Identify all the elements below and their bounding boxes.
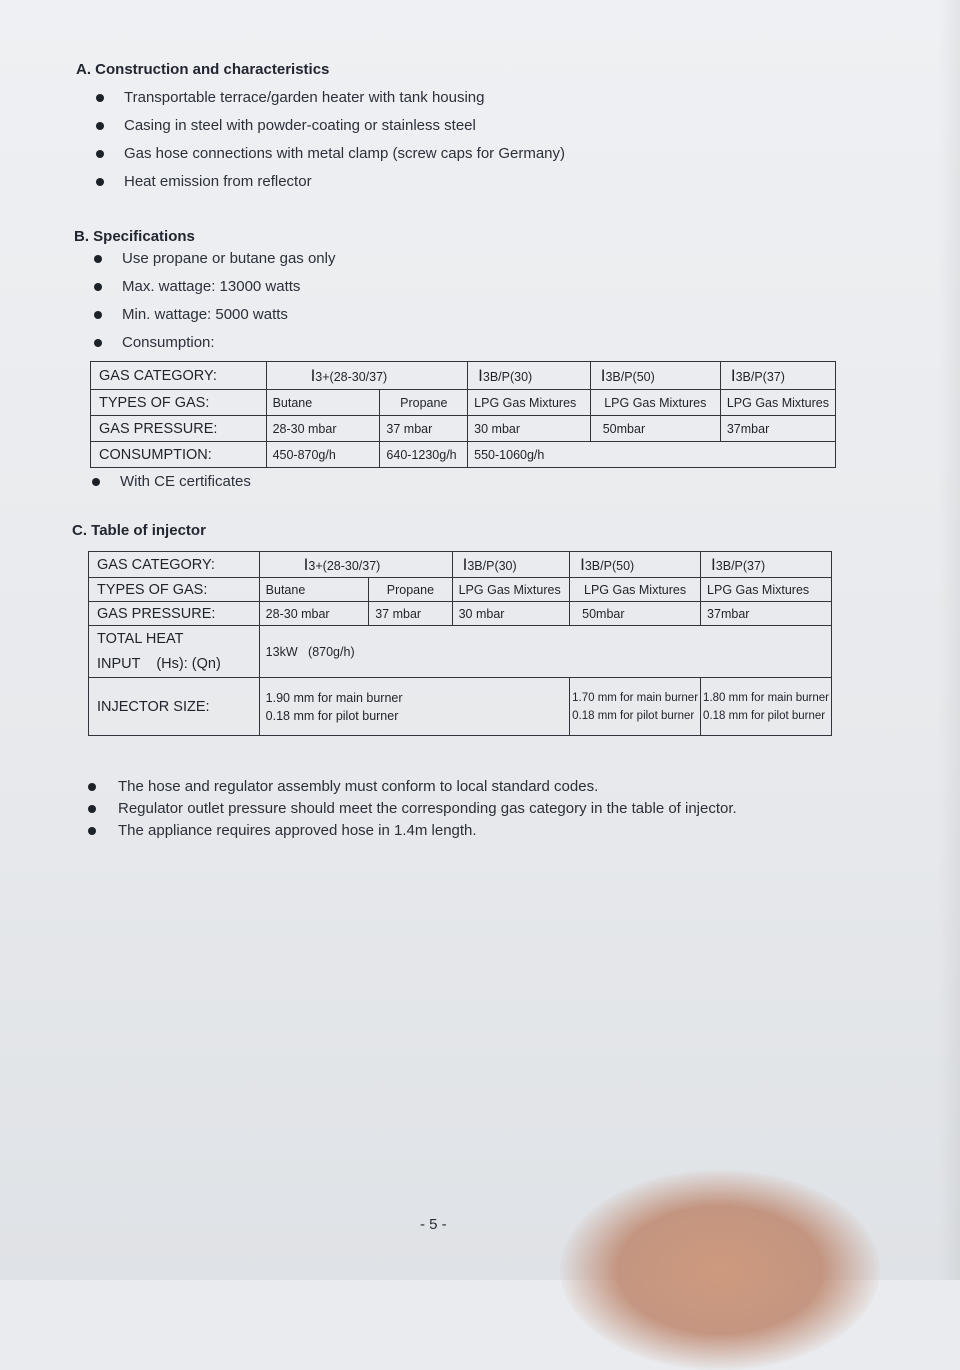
- section-c-heading: C. Table of injector: [72, 522, 206, 539]
- table-row: [89, 602, 832, 626]
- section-a-list: [94, 84, 565, 196]
- page-edge-shadow: [938, 0, 960, 1280]
- bullet-icon: [96, 94, 104, 102]
- list-item: [92, 273, 335, 301]
- table-cell: LPG Gas Mixtures: [720, 390, 835, 416]
- list-item: [92, 329, 335, 357]
- table-cell: 37 mbar: [369, 602, 452, 626]
- list-item: [94, 140, 565, 168]
- list-item-text: Min. wattage: 5000 watts: [122, 306, 288, 323]
- table-row: [89, 552, 832, 578]
- types-of-gas-label: TYPES OF GAS:: [91, 390, 267, 416]
- injector-size-label: INJECTOR SIZE:: [89, 678, 260, 736]
- total-heat-label: [89, 626, 260, 678]
- list-item-text: Max. wattage: 13000 watts: [122, 278, 301, 295]
- table-row: [89, 678, 832, 736]
- list-item: [94, 112, 565, 140]
- list-item-text: With CE certificates: [120, 473, 251, 490]
- list-item: [92, 301, 335, 329]
- ce-note-list: [90, 468, 251, 496]
- list-item-text: Transportable terrace/garden heater with tank housing: [124, 89, 485, 106]
- table-row: [91, 416, 836, 442]
- category-cell: I3B/P(50): [590, 362, 720, 390]
- bullet-icon: [88, 805, 96, 813]
- list-item: [94, 84, 565, 112]
- injector-cell: 1.70 mm for main burner 0.18 mm for pilot burner: [570, 678, 701, 736]
- page-number: - 5 -: [420, 1216, 447, 1233]
- section-b-heading: B. Specifications: [74, 228, 195, 245]
- list-item: [86, 776, 737, 798]
- injector-cell: 1.80 mm for main burner 0.18 mm for pilot burner: [701, 678, 832, 736]
- list-item-text: Use propane or butane gas only: [122, 250, 336, 267]
- heat-input-cell: 13kW (870g/h): [259, 626, 831, 678]
- gas-pressure-label: GAS PRESSURE:: [91, 416, 267, 442]
- injector-table: [88, 551, 832, 736]
- gas-category-label: GAS CATEGORY:: [89, 552, 260, 578]
- list-item: [92, 245, 335, 273]
- category-cell: I3B/P(30): [468, 362, 591, 390]
- bullet-icon: [88, 827, 96, 835]
- list-item-text: Gas hose connections with metal clamp (screw caps for Germany): [124, 145, 565, 162]
- list-item-text: Consumption:: [122, 334, 215, 351]
- list-item-text: The hose and regulator assembly must conform to local standard codes.: [118, 778, 599, 795]
- table-cell: 450-870g/h: [266, 442, 380, 468]
- table-row: [89, 578, 832, 602]
- table-cell: Propane: [369, 578, 452, 602]
- total-heat-text: TOTAL HEAT: [97, 630, 184, 647]
- table-cell: 37 mbar: [380, 416, 468, 442]
- section-a-heading: A. Construction and characteristics: [76, 61, 330, 78]
- bullet-icon: [96, 122, 104, 130]
- list-item-text: Casing in steel with powder-coating or stainless steel: [124, 117, 476, 134]
- table-cell: 550-1060g/h: [468, 442, 836, 468]
- list-item-text: The appliance requires approved hose in 1.4m length.: [118, 822, 477, 839]
- table-cell: 30 mbar: [452, 602, 570, 626]
- heat-input-text: INPUT (Hs): (Qn): [97, 655, 221, 672]
- table-cell: 30 mbar: [468, 416, 591, 442]
- table-cell: Butane: [266, 390, 380, 416]
- bullet-icon: [94, 255, 102, 263]
- table-cell: 28-30 mbar: [266, 416, 380, 442]
- injector-cell: 1.90 mm for main burner 0.18 mm for pilot burner: [259, 678, 569, 736]
- gas-pressure-label: GAS PRESSURE:: [89, 602, 260, 626]
- table-cell: 50mbar: [590, 416, 720, 442]
- list-item-text: Regulator outlet pressure should meet the corresponding gas category in the table of injector.: [118, 800, 737, 817]
- category-cell: I3B/P(37): [701, 552, 832, 578]
- bullet-icon: [92, 478, 100, 486]
- category-cell: I3B/P(37): [720, 362, 835, 390]
- table-cell: 28-30 mbar: [259, 602, 369, 626]
- list-item: [90, 468, 251, 496]
- list-item: [94, 168, 565, 196]
- bullet-icon: [94, 339, 102, 347]
- table-cell: LPG Gas Mixtures: [468, 390, 591, 416]
- bullet-icon: [94, 311, 102, 319]
- bullet-icon: [96, 178, 104, 186]
- table-row: [91, 390, 836, 416]
- table-cell: LPG Gas Mixtures: [701, 578, 832, 602]
- table-cell: Propane: [380, 390, 468, 416]
- table-row: [89, 626, 832, 678]
- table-cell: LPG Gas Mixtures: [590, 390, 720, 416]
- consumption-label: CONSUMPTION:: [91, 442, 267, 468]
- section-b-list: [92, 245, 335, 357]
- bullet-icon: [96, 150, 104, 158]
- category-cell: I3+(28-30/37): [259, 552, 452, 578]
- table-cell: 50mbar: [570, 602, 701, 626]
- category-cell: I3B/P(30): [452, 552, 570, 578]
- consumption-table: [90, 361, 836, 468]
- list-item-text: Heat emission from reflector: [124, 173, 312, 190]
- list-item: [86, 820, 737, 842]
- notes-list: [86, 776, 737, 842]
- table-row: [91, 362, 836, 390]
- table-cell: 37mbar: [701, 602, 832, 626]
- bullet-icon: [88, 783, 96, 791]
- list-item: [86, 798, 737, 820]
- table-cell: 37mbar: [720, 416, 835, 442]
- thumb-shadow: [560, 1170, 880, 1370]
- bullet-icon: [94, 283, 102, 291]
- category-cell: I3+(28-30/37): [266, 362, 468, 390]
- types-of-gas-label: TYPES OF GAS:: [89, 578, 260, 602]
- table-cell: Butane: [259, 578, 369, 602]
- table-cell: LPG Gas Mixtures: [570, 578, 701, 602]
- gas-category-label: GAS CATEGORY:: [91, 362, 267, 390]
- table-cell: 640-1230g/h: [380, 442, 468, 468]
- table-cell: LPG Gas Mixtures: [452, 578, 570, 602]
- category-cell: I3B/P(50): [570, 552, 701, 578]
- table-row: [91, 442, 836, 468]
